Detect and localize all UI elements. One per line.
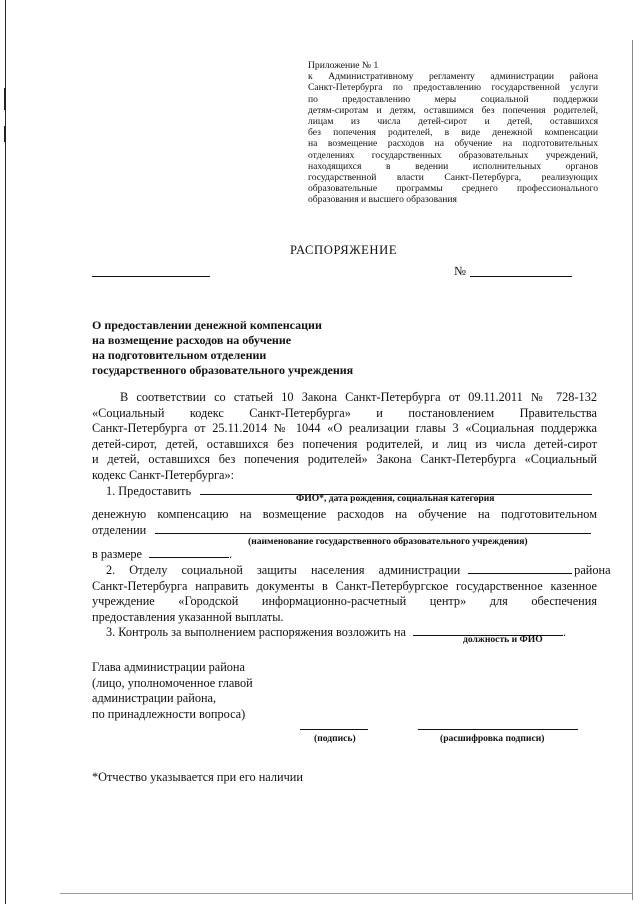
appendix-line: на возмещение расходов на обучение на подготовительных <box>308 138 598 150</box>
item-2 <box>92 563 611 625</box>
amount-label: в размере <box>92 547 143 561</box>
number-blank-line <box>470 276 572 277</box>
appendix-line: образования и высшего образования <box>308 194 457 206</box>
recipient-caption: ФИО*, дата рождения, социальная категория <box>296 493 495 504</box>
document-title: РАСПОРЯЖЕНИЕ <box>290 243 398 257</box>
item-3-end: . <box>563 625 567 639</box>
appendix-line: отделениях государственных образовательных учреждений, <box>308 149 598 161</box>
amount-row <box>92 547 597 563</box>
item-2-line: Санкт-Петербурга направить документы в Санкт-Петербургское государственное казенное <box>92 578 597 593</box>
signatory-line: (лицо, уполномоченное главой <box>92 675 253 690</box>
preamble-paragraph <box>92 390 597 484</box>
preamble-line: В соответствии со статьей 10 Закона Санкт-Петербурга от 09.11.2011 № 728-132 <box>120 390 597 404</box>
item-1-line: денежную компенсацию на возмещение расходов на обучение на подготовительном <box>92 507 597 521</box>
decoding-caption: (расшифровка подписи) <box>440 733 545 744</box>
amount-end: . <box>229 547 233 561</box>
signature-blank-line <box>300 729 368 730</box>
scan-edge-bottom <box>60 893 632 894</box>
document-subject <box>92 318 422 378</box>
appendix-line: без попечения родителей, в виде денежной компенсации <box>308 127 598 139</box>
signatory-line: по принадлежности вопроса) <box>92 706 246 721</box>
item-2-line: учреждение «Городской информационно-расчетный центр» для обеспечения <box>92 594 597 609</box>
number-sign: № <box>454 264 467 278</box>
institution-caption: (наименование государственного образовательного учреждения) <box>248 536 528 547</box>
appendix-line: по предоставлению меры социальной поддержки <box>308 93 598 105</box>
item-2-text: 2. Отделу социальной защиты населения администрации <box>106 563 461 577</box>
scan-edge-right <box>632 40 633 900</box>
appendix-line: детям-сиротам и детям, оставшимся без попечения родителей, <box>308 104 598 116</box>
signatory-block <box>92 660 253 722</box>
item-1-continued <box>92 507 597 538</box>
preamble-line: кодекс Санкт-Петербурга»: <box>92 467 235 482</box>
scan-mark <box>4 126 6 142</box>
subject-line: на возмещение расходов на обучение <box>92 333 292 347</box>
decoding-blank-line <box>418 729 578 730</box>
scan-mark <box>4 88 6 110</box>
preamble-line: и детей, оставшихся без попечения родителей» Закона Санкт-Петербурга «Социальный <box>92 452 597 467</box>
subject-line: государственного образовательного учреждения <box>92 363 354 377</box>
institution-blank-line <box>155 532 591 534</box>
preamble-line: детей-сирот, детей, оставшихся без попечения родителей, и лиц из числа детей-сирот <box>92 436 597 451</box>
responsible-caption: должность и ФИО <box>463 634 543 645</box>
preamble-line: Санкт-Петербурга от 25.11.2014 № 1044 «О реализации главы 3 «Социальная поддержка <box>92 421 597 436</box>
signatory-line: администрации района, <box>92 691 217 706</box>
date-blank-line <box>92 276 210 277</box>
district-blank-line <box>468 572 572 574</box>
appendix-line: к Административному регламенту администрации района <box>308 71 598 83</box>
amount-blank-line <box>149 556 229 558</box>
appendix-line: лицам из числа детей-сирот и детей, оставшихся <box>308 116 598 128</box>
signature-caption: (подпись) <box>314 733 356 744</box>
appendix-title: Приложение № 1 <box>308 60 379 71</box>
preamble-line: «Социальный кодекс Санкт-Петербурга» и постановлением Правительства <box>92 405 597 420</box>
item-1-line: отделении <box>92 522 147 537</box>
signatory-line: Глава администрации района <box>92 660 245 674</box>
footnote: *Отчество указывается при его наличии <box>92 770 303 784</box>
appendix-line: образовательные программы среднего профессионального <box>308 183 598 195</box>
item-1-label: 1. Предоставить <box>106 484 192 498</box>
appendix-line: находящихся в ведении исполнительных органов <box>308 160 598 172</box>
appendix-line: Санкт-Петербурга по предоставлению государственной услуги <box>308 82 598 94</box>
item-3-text: 3. Контроль за выполнением распоряжения возложить на <box>106 625 406 639</box>
item-2-line: предоставления указанной выплаты. <box>92 609 284 624</box>
item-2-text: района <box>574 563 611 577</box>
appendix-line: государственной власти Санкт-Петербурга, реализующих <box>308 172 598 184</box>
subject-line: О предоставлении денежной компенсации <box>92 318 322 332</box>
appendix-block <box>308 60 598 206</box>
subject-line: на подготовительном отделении <box>92 348 267 362</box>
